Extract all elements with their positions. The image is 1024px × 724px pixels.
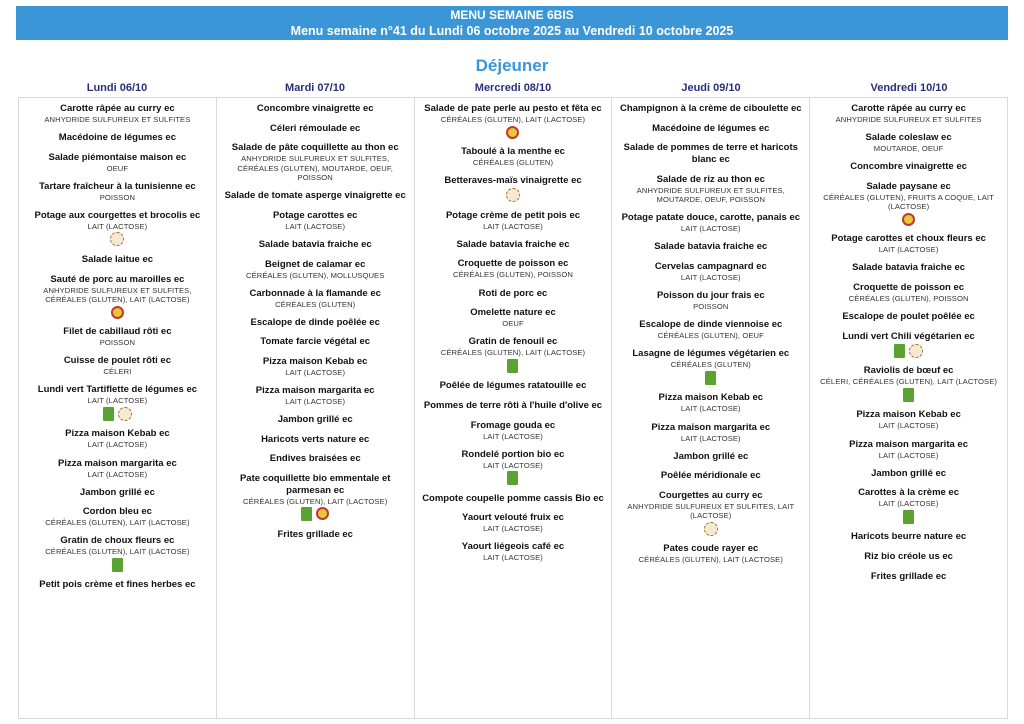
menu-item [618,319,803,341]
dish-allergens: LAIT (LACTOSE) [878,421,939,431]
dish-name: Jambon grillé ec [871,467,947,479]
dish-allergens: LAIT (LACTOSE) [87,221,148,231]
dish-name: Rondelé portion bio ec [461,448,565,460]
header-banner [16,6,1008,40]
dish-name: Macédoine de légumes ec [652,122,770,134]
dish-allergens: CÉRÉALES (GLUTEN), LAIT (LACTOSE) [440,348,586,358]
dish-name: Compote coupelle pomme cassis Bio ec [422,492,604,504]
dish-labels [25,306,210,319]
dish-name: Poêlée de légumes ratatouille ec [439,380,587,392]
menu-item [223,529,408,541]
menu-item [816,282,1001,304]
dish-allergens: LAIT (LACTOSE) [878,499,939,509]
dish-name: Poêlée méridionale ec [660,470,761,482]
menu-item [223,259,408,281]
dish-allergens: ANHYDRIDE SULFUREUX ET SULFITES, LAIT (LACTOSE) [627,501,795,521]
dish-allergens: LAIT (LACTOSE) [87,440,148,450]
dish-labels [223,507,408,521]
dish-name: Salade de pâte coquillette au thon ec [231,142,399,154]
menu-item [816,365,1001,402]
dish-allergens: CÉRÉALES (GLUTEN), LAIT (LACTOSE) [440,115,586,124]
day-column [217,98,415,718]
dish-allergens: LAIT (LACTOSE) [680,404,741,414]
menu-item [421,400,606,412]
menu-item [816,551,1001,563]
dish-name: Salade de pommes de terre et haricots blanc ec [623,142,798,166]
dish-allergens: CÉRÉALES (GLUTEN), POISSON [848,294,969,304]
menu-title: MENU SEMAINE 6BIS [450,8,574,22]
dish-name: Carotte râpée au curry ec [851,103,966,114]
dish-allergens: MOUTARDE, OEUF [873,144,944,154]
menu-item [816,439,1001,461]
dish-name: Escalope de dinde poêlée ec [250,316,380,328]
dish-allergens: LAIT (LACTOSE) [680,273,741,283]
dish-allergens: ANHYDRIDE SULFUREUX ET SULFITES, CÉRÉALES (GLUTEN), MOUTARDE, OEUF, POISSON [237,154,393,183]
dish-labels [421,188,606,202]
bio-ab-icon [903,510,914,524]
fait-maison-seal-icon [110,232,124,246]
menu-item [618,174,803,205]
menu-item [816,409,1001,431]
dish-name: Potage carottes ec [272,209,358,221]
dish-allergens: CÉLERI [103,367,132,377]
dish-allergens: CÉRÉALES (GLUTEN), POISSON [453,270,573,280]
dish-name: Yaourt velouté fruix ec [462,512,564,524]
dish-allergens: CÉRÉALES (GLUTEN), OEUF [657,331,764,341]
menu-item [421,258,606,280]
dish-name: Champignon à la crème de ciboulette ec [619,103,802,114]
dish-name: Croquette de poisson ec [853,282,965,294]
menu-item [618,142,803,166]
menu-item [25,181,210,203]
menu-item [25,487,210,499]
menu-item [223,123,408,135]
menu-item [25,254,210,266]
menu-item [223,336,408,348]
dish-labels [25,558,210,572]
dish-allergens: CÉRÉALES (GLUTEN) [275,299,356,309]
dish-name: Jambon grillé ec [277,414,353,426]
dish-name: Lundi vert Tartiflette de légumes ec [37,384,198,396]
menu-item [25,506,210,528]
menu-item [816,233,1001,255]
menu-item [421,146,606,168]
dish-allergens: LAIT (LACTOSE) [285,367,346,377]
dish-name: Salade batavia fraiche ec [456,238,570,250]
menu-item [421,239,606,251]
dish-labels [421,471,606,485]
fait-maison-seal-icon [909,344,923,358]
dish-allergens: ANHYDRIDE SULFUREUX ET SULFITES, MOUTARDE, OEUF, POISSON [636,185,785,205]
dish-labels [816,388,1001,402]
dish-allergens: CÉRÉALES (GLUTEN), MOLLUSQUES [246,270,385,280]
dish-name: Jambon grillé ec [79,486,155,498]
bio-ab-icon [705,371,716,385]
menu-item [421,103,606,139]
dish-labels [25,232,210,246]
dish-name: Cervelas campagnard ec [654,261,767,273]
menu-item [25,152,210,174]
menu-item [421,449,606,486]
dish-name: Pizza maison margarita ec [651,421,771,433]
dish-name: Pizza maison Kebab ec [856,409,961,421]
menu-subtitle: Menu semaine n°41 du Lundi 06 octobre 2025 au Vendredi 10 octobre 2025 [290,24,734,38]
dish-name: Raviolis de bœuf ec [863,365,954,377]
dish-allergens: POISSON [99,338,136,348]
label-rouge-icon [316,507,329,520]
bio-ab-icon [903,388,914,402]
menu-item [421,493,606,505]
dish-name: Carotte râpée au curry ec [60,103,175,114]
dish-allergens: LAIT (LACTOSE) [483,431,543,441]
menu-item [618,543,803,565]
dish-name: Tomate farcie végétal ec [260,336,371,348]
day-header: Jeudi 09/10 [681,82,741,94]
dish-name: Concombre vinaigrette ec [256,103,374,114]
menu-item [223,239,408,251]
day-header: Lundi 06/10 [86,82,148,94]
dish-allergens: ANHYDRIDE SULFUREUX ET SULFITES, CÉRÉALES (GLUTEN), LAIT (LACTOSE) [43,285,192,305]
dish-name: Betteraves-maïs vinaigrette ec [444,175,582,187]
dish-name: Jambon grillé ec [673,450,749,462]
dish-name: Frites grillade ec [870,570,947,582]
dish-name: Pizza maison Kebab ec [65,428,170,440]
dish-name: Taboulé à la menthe ec [461,146,565,158]
label-rouge-icon [902,213,915,226]
menu-item [25,210,210,247]
menu-item [25,535,210,572]
menu-grid [18,97,1008,719]
menu-item [421,541,606,563]
dish-allergens: LAIT (LACTOSE) [285,397,346,407]
dish-name: Lundi vert Chili végétarien ec [842,330,975,342]
dish-allergens: CÉRÉALES (GLUTEN), LAIT (LACTOSE) [45,547,190,557]
menu-item [421,210,606,232]
dish-labels [421,126,606,139]
dish-allergens: LAIT (LACTOSE) [483,460,543,470]
menu-item [618,490,803,536]
dish-allergens: POISSON [99,192,136,202]
menu-item [816,531,1001,543]
dish-name: Haricots beurre nature ec [851,531,967,543]
dish-name: Escalope de poulet poêlée ec [842,311,975,323]
dish-allergens: LAIT (LACTOSE) [483,221,543,231]
dish-name: Salade batavia fraiche ec [654,241,768,253]
dish-name: Omelette nature ec [470,307,556,319]
dish-name: Escalope de dinde viennoise ec [639,319,783,331]
menu-item [25,579,210,591]
dish-allergens: ANHYDRIDE SULFUREUX ET SULFITES [835,115,982,124]
menu-item [421,420,606,442]
dish-allergens: LAIT (LACTOSE) [680,224,741,234]
dish-name: Potage patate douce, carotte, panais ec [621,212,801,224]
dish-name: Pizza maison margarita ec [57,457,177,469]
dish-name: Courgettes au curry ec [659,489,763,501]
dish-labels [618,371,803,385]
menu-item [816,262,1001,274]
menu-item [421,512,606,534]
menu-item [816,103,1001,125]
menu-item [25,428,210,450]
menu-item [25,103,210,125]
dish-name: Salade batavia fraiche ec [258,238,372,250]
dish-allergens: CÉRÉALES (GLUTEN), LAIT (LACTOSE) [45,518,190,528]
dish-allergens: LAIT (LACTOSE) [878,450,939,460]
dish-name: Salade batavia fraiche ec [852,262,966,274]
menu-item [223,453,408,465]
menu-item [816,311,1001,323]
menu-item [223,385,408,407]
menu-item [421,288,606,300]
day-column [810,98,1007,718]
menu-item [618,422,803,444]
menu-item [25,274,210,319]
dish-name: Petit pois crème et fines herbes ec [39,579,196,591]
menu-item [816,331,1001,358]
menu-item [25,355,210,377]
dish-allergens: CÉLERI, CÉRÉALES (GLUTEN), LAIT (LACTOSE) [820,377,997,387]
menu-item [223,434,408,446]
dish-allergens: LAIT (LACTOSE) [483,553,543,563]
menu-item [816,132,1001,154]
dish-allergens: OEUF [502,319,524,329]
dish-name: Cordon bleu ec [82,506,152,518]
dish-name: Salade de tomate asperge vinaigrette ec [224,190,406,202]
dish-name: Endives braisées ec [269,453,361,465]
menu-item [25,132,210,144]
menu-item [816,487,1001,524]
dish-name: Yaourt liégeois café ec [461,541,565,553]
dish-name: Fromage gouda ec [470,419,556,431]
dish-labels [816,213,1001,226]
day-header: Mercredi 08/10 [474,82,552,94]
dish-allergens: CÉRÉALES (GLUTEN), FRUITS A COQUE, LAIT (LACTOSE) [823,192,994,212]
dish-labels [421,359,606,373]
fait-maison-seal-icon [704,522,718,536]
dish-allergens: CÉRÉALES (GLUTEN), LAIT (LACTOSE) [243,496,388,506]
dish-allergens: POISSON [693,302,729,312]
dish-name: Pates coude rayer ec [663,543,759,555]
dish-name: Pate coquillette bio emmentale et parmesan ec [239,472,391,496]
dish-name: Gratin de choux fleurs ec [60,535,175,547]
label-rouge-icon [506,126,519,139]
dish-name: Lasagne de légumes végétarien ec [632,348,790,360]
menu-item [421,175,606,202]
menu-item [25,458,210,480]
dish-allergens: LAIT (LACTOSE) [878,245,939,255]
day-column [19,98,217,718]
menu-item [618,451,803,463]
menu-item [618,348,803,385]
bio-ab-icon [301,507,312,521]
menu-item [223,473,408,522]
dish-allergens: LAIT (LACTOSE) [483,524,543,534]
dish-labels [816,344,1001,358]
dish-name: Potage carottes et choux fleurs ec [831,233,986,245]
menu-item [223,317,408,329]
menu-item [816,468,1001,480]
dish-allergens: CÉRÉALES (GLUTEN) [472,158,554,168]
dish-name: Carottes à la crème ec [858,487,960,499]
dish-name: Pizza maison margarita ec [849,438,968,450]
dish-name: Pizza maison margarita ec [255,385,375,397]
menu-item [223,414,408,426]
dish-name: Riz bio créole us ec [864,550,953,562]
dish-name: Poisson du jour frais ec [656,290,765,302]
menu-item [816,161,1001,173]
dish-name: Céleri rémoulade ec [270,122,361,134]
menu-item [816,181,1001,226]
day-column [612,98,810,718]
dish-name: Concombre vinaigrette ec [850,161,967,173]
section-title: Déjeuner [475,56,549,75]
bio-ab-icon [103,407,114,421]
bio-ab-icon [507,359,518,373]
dish-name: Croquette de poisson ec [457,258,569,270]
dish-name: Pizza maison Kebab ec [262,355,368,367]
menu-item [816,571,1001,583]
dish-name: Frites grillade ec [277,529,353,540]
dish-name: Salade laitue ec [81,253,154,265]
menu-item [618,103,803,115]
dish-labels [816,510,1001,524]
dish-name: Pizza maison Kebab ec [658,392,764,404]
dish-allergens: LAIT (LACTOSE) [87,469,148,479]
menu-item [223,210,408,232]
dish-name: Carbonnade à la flamande ec [249,287,381,299]
dish-name: Filet de cabillaud rôti ec [63,326,172,338]
dish-name: Potage aux courgettes et brocolis ec [34,209,201,221]
dish-name: Cuisse de poulet rôti ec [63,355,171,367]
dish-labels [25,407,210,421]
dish-allergens: CÉRÉALES (GLUTEN) [670,360,751,370]
dish-name: Salade paysane ec [866,180,951,192]
menu-item [25,384,210,421]
dish-allergens: LAIT (LACTOSE) [87,396,148,406]
dish-name: Sauté de porc au maroilles ec [50,273,185,285]
day-header: Mardi 07/10 [285,82,345,94]
menu-item [618,290,803,312]
menu-item [223,288,408,310]
day-column [415,98,613,718]
menu-item [618,241,803,253]
label-rouge-icon [111,306,124,319]
dish-name: Salade coleslaw ec [865,132,952,144]
menu-item [25,326,210,348]
day-header: Vendredi 10/10 [870,82,948,94]
dish-allergens: LAIT (LACTOSE) [285,221,346,231]
dish-name: Potage crème de petit pois ec [445,209,581,221]
dish-name: Macédoine de légumes ec [58,132,176,144]
dish-labels [618,522,803,536]
dish-name: Salade de riz au thon ec [656,173,765,185]
bio-ab-icon [112,558,123,572]
menu-item [223,190,408,202]
dish-allergens: CÉRÉALES (GLUTEN), LAIT (LACTOSE) [638,555,783,565]
menu-item [618,212,803,234]
menu-item [618,392,803,414]
dish-name: Roti de porc ec [478,287,548,299]
bio-ab-icon [894,344,905,358]
day-headers [18,82,1008,96]
dish-name: Haricots verts nature ec [261,433,370,445]
dish-name: Gratin de fenouil ec [468,336,558,348]
menu-item [618,470,803,482]
dish-allergens: ANHYDRIDE SULFUREUX ET SULFITES [44,115,191,124]
menu-item [223,103,408,115]
bio-ab-icon [507,471,518,485]
menu-item [618,123,803,135]
dish-allergens: OEUF [106,163,129,173]
dish-name: Salade de pate perle au pesto et fêta ec [424,103,602,114]
fait-maison-seal-icon [506,188,520,202]
dish-name: Pommes de terre rôti à l'huile d'olive ec [423,399,603,411]
menu-item [421,380,606,392]
menu-item [421,307,606,329]
dish-name: Tartare fraîcheur à la tunisienne ec [39,180,196,192]
menu-item [421,336,606,373]
menu-item [618,261,803,283]
fait-maison-seal-icon [118,407,132,421]
dish-name: Beignet de calamar ec [265,258,366,270]
menu-item [223,142,408,183]
dish-allergens: LAIT (LACTOSE) [680,433,741,443]
menu-item [223,356,408,378]
dish-name: Salade piémontaise maison ec [48,151,187,163]
